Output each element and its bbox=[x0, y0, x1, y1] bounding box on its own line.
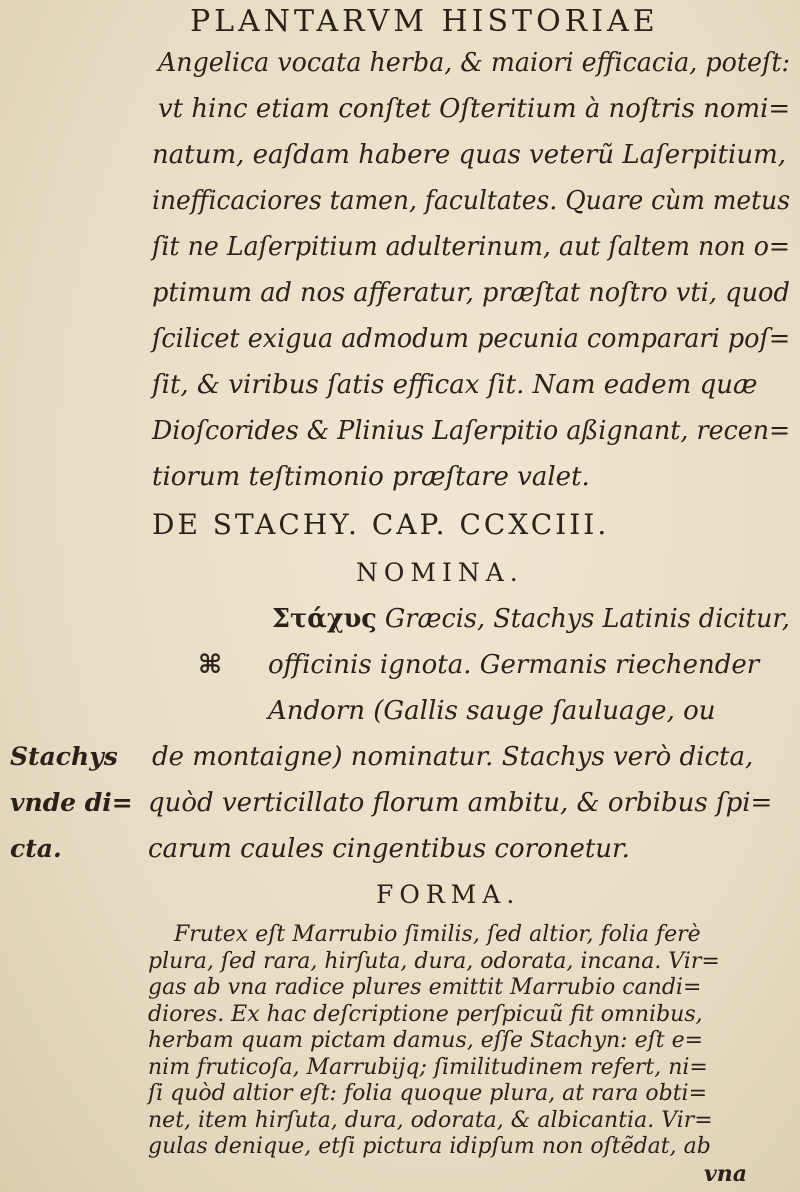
ornament-icon: ⌘ bbox=[198, 650, 223, 680]
text-line: de montaigne) nominatur. Stachys verò dicta, bbox=[152, 742, 754, 772]
text-line bbox=[272, 604, 790, 634]
text-line: officinis ignota. Germanis riechender bbox=[268, 650, 760, 680]
text-line: plura, ſed rara, hirſuta, dura, odorata, incana. Vir= bbox=[148, 948, 720, 974]
text-line: Angelica vocata herba, & maiori efficacia, poteſt: bbox=[158, 48, 791, 78]
text-line: Dioſcorides & Plinius Laſerpitio aßignant, recen= bbox=[152, 416, 791, 446]
chapter-heading: DE STACHY. CAP. CCXCIII. bbox=[152, 508, 610, 541]
text-line: herbam quam pictam damus, eſſe Stachyn: eſt e= bbox=[148, 1028, 704, 1053]
margin-note-line: cta. bbox=[10, 834, 62, 863]
text-line: ſit, & viribus ſatis efficax ſit. Nam eadem quæ bbox=[152, 370, 758, 400]
margin-note-line: Stachys bbox=[10, 742, 118, 771]
forma-heading: FORMA. bbox=[376, 880, 521, 909]
text-line: gas ab vna radice plures emittit Marrubio candi= bbox=[148, 975, 702, 1000]
text-line: ſi quòd altior eſt: folia quoque plura, at rara obti= bbox=[148, 1081, 708, 1106]
text-line: ſcilicet exigua admodum pecunia comparari poſ= bbox=[152, 324, 791, 354]
running-head: PLANTARVM HISTORIAE bbox=[190, 4, 659, 39]
text-line: tiorum teſtimonio præſtare valet. bbox=[152, 462, 590, 492]
text-line: diores. Ex hac deſcriptione perſpicuũ fit omnibus, bbox=[148, 1001, 703, 1027]
text-line: net, item hirſuta, dura, odorata, & albicantia. Vir= bbox=[148, 1107, 713, 1133]
text-line: Andorn (Gallis sauge ſauluage, ou bbox=[268, 696, 716, 726]
margin-note-line: vnde di= bbox=[10, 788, 133, 817]
text-line: inefficaciores tamen, facultates. Quare cùm metus bbox=[152, 186, 791, 216]
text-line: natum, eaſdam habere quas veterũ Laſerpitium, bbox=[152, 140, 786, 170]
text-span: Græcis, Stachys Latinis dicitur, bbox=[376, 604, 790, 634]
greek-word: Στάχυς bbox=[272, 604, 377, 634]
text-line: Frutex eſt Marrubio ſimilis, ſed altior, folia ferè bbox=[174, 922, 701, 947]
text-line: vt hinc etiam conſtet Oſteritium à noſtris nomi= bbox=[158, 94, 791, 124]
nomina-heading: NOMINA. bbox=[356, 558, 524, 587]
text-line: nim fruticoſa, Marrubijq; ſimilitudinem refert, ni= bbox=[148, 1054, 708, 1080]
text-line: quòd verticillato florum ambitu, & orbibus ſpi= bbox=[148, 788, 773, 818]
text-line: ſit ne Laſerpitium adulterinum, aut ſaltem non o= bbox=[152, 232, 791, 262]
catchword: vna bbox=[704, 1160, 748, 1187]
text-line: ptimum ad nos afferatur, præſtat noſtro vti, quod bbox=[152, 278, 790, 308]
text-line: carum caules cingentibus coronetur. bbox=[148, 834, 630, 864]
text-line: gulas denique, etſi pictura idipſum non oſtẽdat, ab bbox=[148, 1134, 711, 1159]
